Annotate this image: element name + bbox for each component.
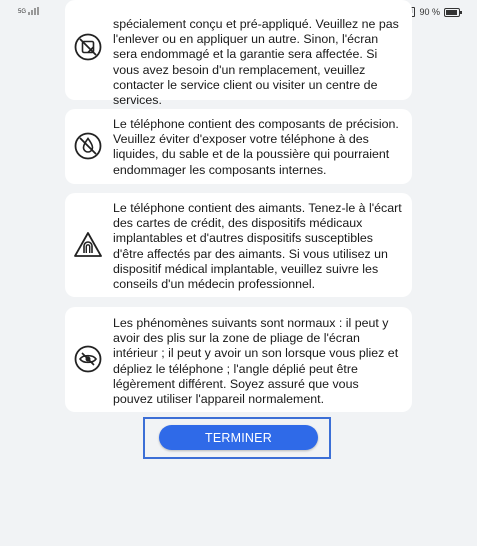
notice-card — [65, 193, 412, 297]
notice-text: spécialement conçu et pré-appliqué. Veuillez ne pas l'enlever ou en appliquer un autre. Sinon, l'écran sera endommagé et la garantie sera affectée. Si vous avez besoin d'un remplacement, veuillez contacter le service client ou visiter un centre de services. — [113, 17, 399, 108]
notice-card — [65, 307, 412, 412]
network-indicator — [18, 7, 39, 15]
finish-button[interactable]: TERMINER — [159, 425, 318, 450]
notice-text: Le téléphone contient des composants de précision. Veuillez éviter d'exposer votre téléphone à des liquides, du sable et de la poussière qui pourraient endommager les composants internes. — [113, 117, 399, 177]
magnet-warning-icon — [73, 230, 103, 260]
notice-card — [65, 109, 412, 184]
status-right — [405, 7, 460, 17]
fold-crease-eye-icon — [73, 344, 103, 374]
notice-card — [65, 0, 412, 108]
battery-fill — [446, 10, 457, 15]
notice-text: Le téléphone contient des aimants. Tenez-le à l'écart des cartes de crédit, des dispositifs médicaux implantables et d'autres dispositifs susceptibles d'être affectés par des aimants. Si vous utilisez un dispositif médical implantable, veuillez suivre les conseils d'un médecin professionnel. — [113, 201, 402, 292]
battery-percent: 90 % — [419, 7, 440, 17]
no-sticker-icon — [73, 32, 103, 62]
notice-text: Les phénomènes suivants sont normaux : il peut y avoir des plis sur la zone de pliage de l'écran intérieur ; il peut y avoir un son lorsque vous pliez et dépliez le téléphone ; l'angle déplié peut être légèrement différent. Soyez assuré que vous pouvez utiliser l'appareil normalement. — [113, 316, 399, 407]
battery-icon — [444, 8, 460, 17]
signal-icon — [28, 7, 39, 15]
no-liquid-icon — [73, 131, 103, 161]
network-label: 5G — [18, 9, 27, 15]
